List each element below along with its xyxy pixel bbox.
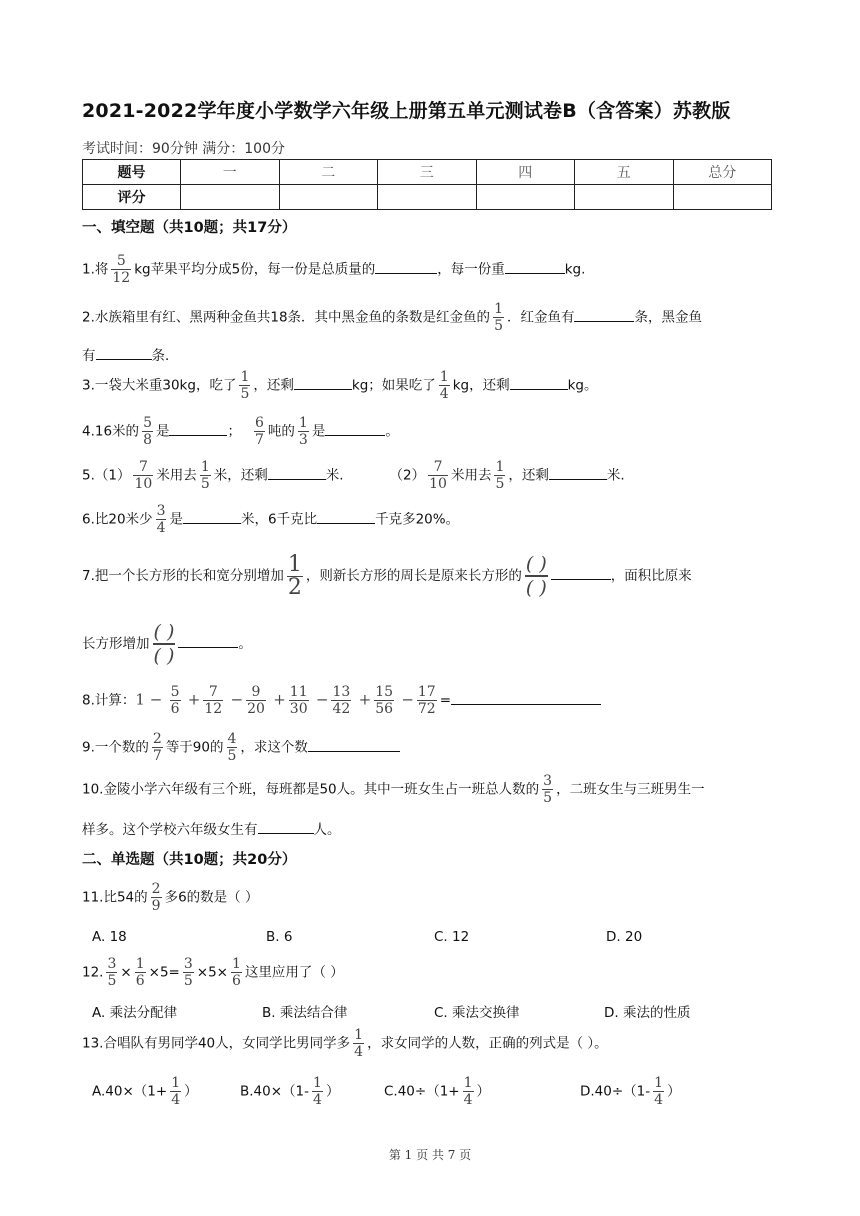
- question-2-line2: 有 条．: [82, 348, 179, 364]
- score-table-score-row: [83, 185, 772, 210]
- fraction: $\frac{3}{4}$: [156, 503, 166, 536]
- answer-blank[interactable]: [510, 377, 568, 390]
- answer-blank[interactable]: [574, 309, 634, 322]
- term-op: −: [315, 690, 329, 709]
- fraction: $\frac{1}{4}$: [171, 1075, 181, 1108]
- question-5: 5.（1） $\frac{7}{10}$ 米用去 $\frac{1}{5}$ 米，还剩 米. （2） $\frac{7}{10}$ 米用去 $\frac{1}{5}$ ，还剩 米.: [82, 459, 625, 492]
- page-footer: 第 1 页 共 7 页: [388, 1148, 472, 1162]
- question-13: 13.合唱队有男同学40人，女同学比男同学多 $\frac{1}{4}$ ，求女同学的人数，正确的列式是（ ）。: [82, 1027, 608, 1060]
- question-10: 10.金陵小学六年级有三个班，每班都是50人。其中一班女生占一班总人数的 $\frac{3}{5}$ ，二班女生与三班男生一: [82, 773, 705, 806]
- fraction: $\frac{1}{4}$: [354, 1027, 364, 1060]
- fraction: $\frac{3}{5}$: [183, 956, 193, 989]
- question-3: 3.一袋大米重30kg，吃了 $\frac{1}{5}$ ，还剩 kg；如果吃了 $\frac{1}{4}$ kg，还剩 kg。: [82, 369, 598, 402]
- fraction: $\frac{7}{12}$: [204, 684, 223, 717]
- fraction: $\frac{5}{12}$: [112, 253, 131, 286]
- option-a[interactable]: A. 乘法分配律: [92, 1005, 178, 1021]
- question-11: 11.比54的 $\frac{2}{9}$ 多6的数是（ ）: [82, 881, 259, 914]
- score-cell[interactable]: [181, 185, 280, 210]
- fraction: $\frac{3}{5}$: [543, 773, 553, 806]
- answer-blank[interactable]: [308, 739, 400, 752]
- fraction: $\frac{1}{5}$: [495, 459, 505, 492]
- option-b[interactable]: B. 乘法结合律: [262, 1005, 348, 1021]
- option-a[interactable]: A. 18: [92, 929, 127, 945]
- question-2: 2.水族箱里有红、黑两种金鱼共18条．其中黑金鱼的条数是红金鱼的 $\frac{1}{5}$ ．红金鱼有 条，黑金鱼: [82, 301, 702, 334]
- question-8: 8.计算：1 − $\frac{5}{6}$ + $\frac{7}{12}$ − $\frac{9}{20}$ + $\frac{11}{30}$ − $\frac{13}{42}$ + $\frac{15}{56}$ − $\frac{17}{72}$ =: [82, 685, 601, 716]
- expression-start: 1 −: [135, 690, 163, 709]
- section-heading-fill-blank: 一、填空题（共10题；共17分）: [82, 220, 297, 236]
- option-d[interactable]: D. 20: [606, 929, 643, 945]
- fraction: $\frac{1}{4}$: [313, 1075, 322, 1108]
- blank-fraction[interactable]: $\frac{( )}{( )}$: [153, 621, 175, 667]
- blank-fraction[interactable]: $\frac{( )}{( )}$: [525, 553, 547, 599]
- header-cell: 四: [476, 160, 575, 185]
- option-c[interactable]: C.40÷（1+ $\frac{1}{4}$ ）: [384, 1075, 491, 1108]
- option-d[interactable]: D. 乘法的性质: [604, 1005, 691, 1021]
- fraction: $\frac{1}{3}$: [298, 415, 308, 448]
- section-heading-single-choice: 二、单选题（共10题；共20分）: [82, 852, 297, 868]
- fraction: $\frac{2}{7}$: [152, 731, 162, 764]
- answer-blank[interactable]: [375, 261, 437, 274]
- option-b[interactable]: B.40×（1- $\frac{1}{4}$ ）: [240, 1075, 340, 1108]
- score-cell[interactable]: [378, 185, 477, 210]
- option-d[interactable]: D.40÷（1- $\frac{1}{4}$ ）: [580, 1075, 681, 1108]
- fraction: $\frac{1}{4}$: [439, 369, 449, 402]
- term-op: −: [230, 690, 244, 709]
- fraction: $\frac{17}{72}$: [417, 684, 436, 717]
- question-9: 9.一个数的 $\frac{2}{7}$ 等于90的 $\frac{4}{5}$ ，求这个数: [82, 732, 400, 763]
- fraction: $\frac{7}{10}$: [429, 459, 447, 492]
- answer-blank[interactable]: [183, 511, 241, 524]
- fraction: $\frac{9}{20}$: [247, 684, 265, 717]
- score-cell[interactable]: [575, 185, 674, 210]
- fraction: $\frac{11}{30}$: [289, 684, 308, 717]
- question-7: 7.把一个长方形的长和宽分别增加 $\frac{1}{2}$ ，则新长方形的周长是原来长方形的 $\frac{( )}{( )}$ ，面积比原来: [82, 551, 692, 600]
- fraction: $\frac{5}{6}$: [170, 684, 180, 717]
- header-cell: 五: [575, 160, 674, 185]
- option-a[interactable]: A.40×（1+ $\frac{1}{4}$ ）: [92, 1075, 198, 1108]
- exam-meta: 考试时间：90分钟 满分：100分: [82, 141, 285, 157]
- fraction: $\frac{6}{7}$: [254, 415, 264, 448]
- fraction: $\frac{4}{5}$: [227, 731, 237, 764]
- score-cell[interactable]: [476, 185, 575, 210]
- fraction: $\frac{1}{5}$: [200, 459, 210, 492]
- fraction: $\frac{1}{4}$: [654, 1075, 664, 1108]
- option-b[interactable]: B. 6: [266, 929, 293, 945]
- question-7-line2: 长方形增加 $\frac{( )}{( )}$ 。: [82, 621, 252, 667]
- header-cell: 三: [378, 160, 477, 185]
- header-cell: 题号: [83, 160, 181, 185]
- fraction: $\frac{1}{4}$: [463, 1075, 473, 1108]
- header-cell: 总分: [673, 160, 772, 185]
- answer-blank[interactable]: [96, 347, 152, 360]
- answer-blank[interactable]: [258, 821, 314, 834]
- fraction: $\frac{15}{56}$: [375, 684, 394, 717]
- question-12: 12. $\frac{3}{5}$ × $\frac{1}{6}$ ×5= $\frac{3}{5}$ ×5× $\frac{1}{6}$ 这里应用了（ ）: [82, 956, 344, 989]
- row-label: 评分: [83, 185, 181, 210]
- page-title: 2021-2022学年度小学数学六年级上册第五单元测试卷B（含答案）苏教版: [82, 100, 731, 122]
- header-cell: 二: [279, 160, 378, 185]
- fraction: $\frac{3}{5}$: [107, 956, 117, 989]
- term-op: +: [358, 690, 372, 709]
- answer-blank[interactable]: [317, 511, 375, 524]
- term-op: −: [401, 690, 414, 709]
- fraction: $\frac{2}{9}$: [151, 881, 161, 914]
- fraction: $\frac{1}{5}$: [240, 369, 250, 402]
- question-1: 1.将 $\frac{5}{12}$ kg苹果平均分成5份，每一份是总质量的 ，每一份重 kg.: [82, 253, 586, 286]
- answer-blank[interactable]: [268, 467, 326, 480]
- term-op: +: [273, 690, 286, 709]
- question-6: 6.比20米少 $\frac{3}{4}$ 是 米，6千克比 千克多20%。: [82, 503, 460, 536]
- score-cell[interactable]: [673, 185, 772, 210]
- question-10-line2: 样多。这个学校六年级女生有 人。: [82, 822, 341, 838]
- answer-blank[interactable]: [294, 377, 352, 390]
- header-cell: 一: [181, 160, 280, 185]
- fraction: $\frac{1}{2}$: [287, 551, 302, 600]
- fraction: $\frac{1}{6}$: [232, 956, 241, 989]
- fraction: $\frac{7}{10}$: [134, 459, 153, 492]
- score-cell[interactable]: [279, 185, 378, 210]
- score-table-header-row: [83, 160, 772, 185]
- fraction: $\frac{1}{6}$: [135, 956, 145, 989]
- fraction: $\frac{5}{8}$: [143, 415, 152, 448]
- answer-blank[interactable]: [549, 467, 607, 480]
- score-table: [82, 159, 772, 210]
- option-c[interactable]: C. 12: [434, 929, 470, 945]
- term-op: +: [187, 690, 201, 709]
- answer-blank[interactable]: [325, 423, 385, 436]
- option-c[interactable]: C. 乘法交换律: [434, 1005, 520, 1021]
- answer-blank[interactable]: [178, 635, 238, 648]
- fraction: $\frac{1}{5}$: [494, 301, 503, 334]
- answer-blank[interactable]: [169, 423, 227, 436]
- answer-blank[interactable]: [505, 261, 565, 274]
- answer-blank[interactable]: [451, 692, 601, 705]
- answer-blank[interactable]: [551, 567, 611, 580]
- fraction: $\frac{13}{42}$: [332, 684, 351, 717]
- question-4: 4.16米的 $\frac{5}{8}$ 是 ； $\frac{6}{7}$ 吨的 $\frac{1}{3}$ 是 。: [82, 415, 399, 448]
